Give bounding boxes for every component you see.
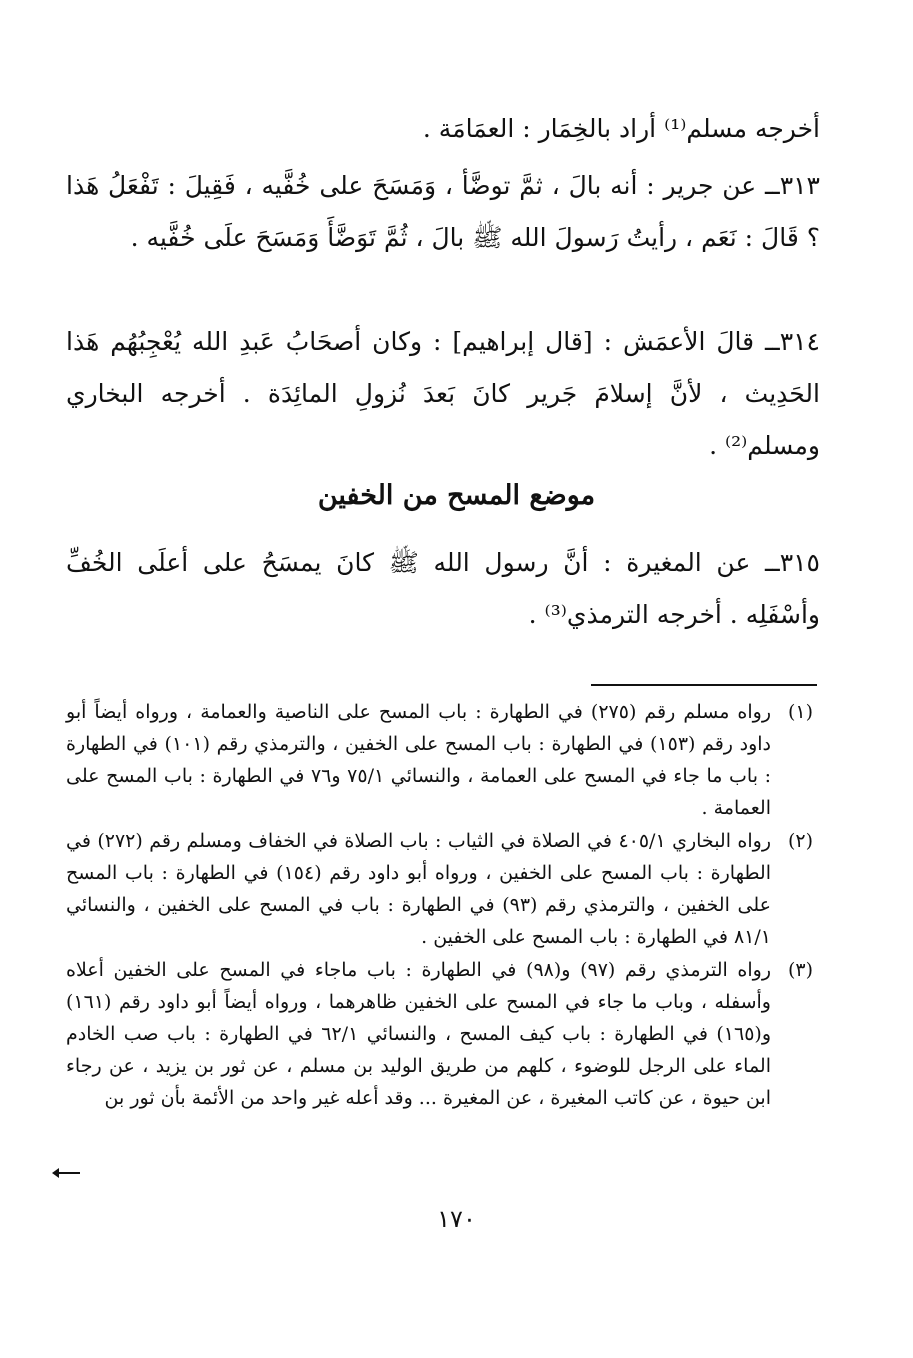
hadith-314-body: قالَ الأعمَش : [قال إبراهيم] : وكان أصحَابُ عَبدِ الله يُعْجِبُهُم هَذا الحَدِيث ، لأنَّ إسلامَ جَرير كانَ بَعدَ نُزولِ المائِدَة . أخرجه البخاري ومسلم⁽²⁾ .: [66, 327, 820, 460]
footnote-3-text: رواه الترمذي رقم (٩٧) و(٩٨) في الطهارة : باب ماجاء في المسح على الخفين أعلاه وأسفله ، وباب ما جاء في المسح على الخفين ظاهرهما ، ورواه أيضاً أبو داود رقم (١٦١) و(١٦٥) في الطهارة : باب كيف المسح ، والنسائي ٦٢/١ في الطهارة : باب صب الخادم الماء على الرجل للوضوء ، كلهم من طريق الوليد بن مسلم ، عن ثور بن يزيد ، عن رجاء ابن حيوة ، عن كاتب المغيرة ، عن المغيرة ... وقد أعله غير واحد من الأئمة بأن ثور بن: [66, 959, 772, 1109]
hadith-315-dash: ــ: [765, 548, 780, 577]
hadith-314: [66, 316, 820, 472]
hadith-314-text: [66, 316, 820, 472]
footnote-1: [66, 696, 813, 824]
footnote-2-marker: (٢): [787, 830, 813, 852]
hadith-313-body: عن جرير : أنه بالَ ، ثمَّ توضَّأ ، وَمَسَحَ على خُفَّيه ، فَقِيلَ : تَفْعَلُ هَذا ؟ قَالَ : نَعَم ، رأيتُ رَسولَ الله ﷺ بالَ ، ثُمَّ تَوَضَّأَ وَمَسَحَ علَى خُفَّيه .: [66, 171, 820, 252]
footnotes: [66, 696, 813, 1115]
hadith-315-body: عن المغيرة : أنَّ رسول الله ﷺ كانَ يمسَحُ على أعلَى الخُفِّ وأسْفَلِه . أخرجه الترمذي⁽³⁾ .: [66, 548, 820, 629]
intro-paragraph: [66, 103, 820, 155]
footnote-3: [66, 954, 813, 1114]
continuation-arrow-icon: [58, 1172, 80, 1174]
footnote-2: [66, 825, 813, 953]
footnote-1-marker: (١): [787, 701, 813, 723]
hadith-314-number: ٣١٤: [779, 327, 820, 356]
page-number: ١٧٠: [437, 1205, 476, 1233]
footnote-1-text: رواه مسلم رقم (٢٧٥) في الطهارة : باب المسح على الناصية والعمامة ، ورواه أيضاً أبو داود رقم (١٥٣) في الطهارة : باب المسح على الخفين ، والترمذي رقم (١٠١) في الطهارة : باب ما جاء في المسح على العمامة ، والنسائي ٧٥/١ و٧٦ في الطهارة : باب المسح على العمامة .: [66, 701, 771, 819]
hadith-314-dash: ــ: [765, 327, 780, 356]
hadith-315-number: ٣١٥: [779, 548, 820, 577]
hadith-313-text: [66, 160, 820, 264]
intro-text: أخرجه مسلم⁽¹⁾ أراد بالخِمَار : العمَامَة .: [422, 114, 820, 143]
hadith-313-dash: ــ: [765, 171, 780, 200]
hadith-315: [66, 537, 820, 641]
footnote-separator: [591, 684, 817, 686]
footnote-3-marker: (٣): [787, 959, 813, 981]
hadith-313-number: ٣١٣: [779, 171, 820, 200]
footnote-2-text: رواه البخاري ٤٠٥/١ في الصلاة في الثياب : باب الصلاة في الخفاف ومسلم رقم (٢٧٢) في الطهارة : باب المسح على الخفين ، ورواه أبو داود رقم (١٥٤) في الطهارة : باب المسح على الخفين ، والترمذي رقم (٩٣) في الطهارة : باب في المسح على الخفين ، والنسائي ٨١/١ في الطهارة : باب المسح على الخفين .: [66, 830, 771, 948]
hadith-315-text: [66, 537, 820, 641]
hadith-313: [66, 160, 820, 264]
section-heading: موضع المسح من الخفين: [317, 480, 596, 511]
